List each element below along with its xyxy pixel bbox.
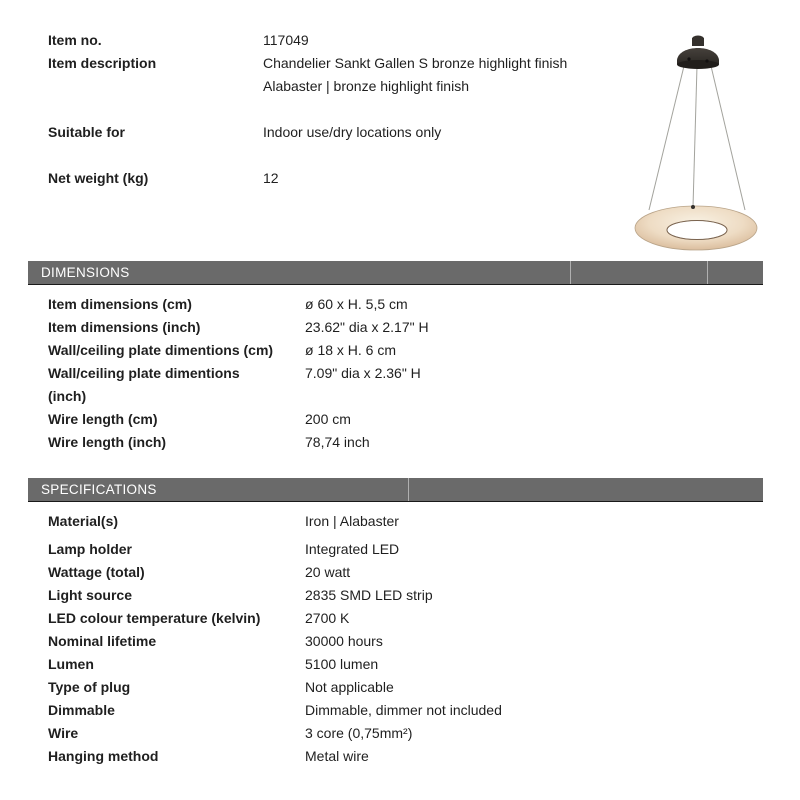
specification-row: [48, 699, 763, 722]
dimension-row-label: Wire length (cm): [48, 411, 158, 427]
dimension-row-value: ø 60 x H. 5,5 cm: [305, 296, 408, 312]
dimension-row-value: 7.09" dia x 2.36" H: [305, 365, 421, 381]
specification-row-label: Type of plug: [48, 679, 131, 695]
info-row: [48, 29, 648, 52]
info-row: [48, 52, 648, 98]
specification-row-label: Dimmable: [48, 702, 115, 718]
header-bar-divider: [408, 478, 409, 501]
specification-row-value: Iron | Alabaster: [305, 513, 399, 529]
dimension-row-value: 200 cm: [305, 411, 351, 427]
dimension-row-value: ø 18 x H. 6 cm: [305, 342, 397, 358]
canopy: [677, 36, 719, 70]
specification-row-label: Lamp holder: [48, 541, 133, 557]
dimension-row: [48, 316, 763, 339]
specification-row: [48, 607, 763, 630]
chandelier-image: [618, 22, 782, 257]
specification-row-value: Not applicable: [305, 679, 394, 695]
info-row-value: Chandelier Sankt Gallen S bronze highlight finish Alabaster | bronze highlight finish: [263, 55, 568, 94]
dimensions-section-header: [28, 261, 763, 285]
dimension-row-label: Wall/ceiling plate dimentions (cm): [48, 342, 274, 358]
info-row-value: 117049: [263, 32, 309, 48]
specification-row: [48, 538, 763, 561]
specification-row-label: Wattage (total): [48, 564, 145, 580]
specifications-header-label: SPECIFICATIONS: [41, 482, 157, 497]
light-ring: [635, 205, 757, 250]
specification-row: [48, 722, 763, 745]
specification-row-label: Material(s): [48, 513, 119, 529]
dimension-row-label: Item dimensions (cm): [48, 296, 192, 312]
info-row: [48, 121, 648, 144]
suspension-wires: [649, 66, 745, 210]
dimension-row-value: 78,74 inch: [305, 434, 370, 450]
specification-row-value: 30000 hours: [305, 633, 383, 649]
dimension-row-value: 23.62" dia x 2.17" H: [305, 319, 429, 335]
dimension-row-label: Wire length (inch): [48, 434, 167, 450]
dimension-row: [48, 408, 763, 431]
specification-row-value: 2700 K: [305, 610, 350, 626]
dimension-row-label: Item dimensions (inch): [48, 319, 201, 335]
specification-row-value: Dimmable, dimmer not included: [305, 702, 502, 718]
product-info-section: [48, 29, 648, 190]
specification-row-value: Integrated LED: [305, 541, 400, 557]
specification-row-label: Wire: [48, 725, 79, 741]
specification-row-value: 2835 SMD LED strip: [305, 587, 433, 603]
dimension-row: [48, 431, 763, 454]
header-bar-divider: [570, 261, 571, 284]
header-bar-divider: [707, 261, 708, 284]
specifications-section: [48, 510, 763, 768]
specification-row: [48, 510, 763, 533]
specification-row: [48, 561, 763, 584]
info-row-label: Item no.: [48, 32, 102, 48]
specification-row-label: Lumen: [48, 656, 94, 672]
info-row-value: Indoor use/dry locations only: [263, 124, 442, 140]
dimension-row: [48, 362, 763, 408]
specification-row: [48, 630, 763, 653]
info-row-label: Item description: [48, 55, 157, 71]
specification-row-value: 3 core (0,75mm²): [305, 725, 413, 741]
info-row-value: 12: [263, 170, 279, 186]
dimension-row: [48, 339, 763, 362]
info-row-label: Suitable for: [48, 124, 126, 140]
dimension-row: [48, 293, 763, 316]
wire-connector-dot: [691, 205, 695, 209]
info-row-label: Net weight (kg): [48, 170, 149, 186]
specification-row: [48, 653, 763, 676]
dimensions-section: [48, 293, 763, 454]
info-row: [48, 167, 648, 190]
specification-row-value: 5100 lumen: [305, 656, 379, 672]
specification-row-label: Nominal lifetime: [48, 633, 157, 649]
specification-row: [48, 676, 763, 699]
specification-row-label: Light source: [48, 587, 133, 603]
dimensions-header-label: DIMENSIONS: [41, 265, 130, 280]
specification-row-value: 20 watt: [305, 564, 351, 580]
specification-row: [48, 584, 763, 607]
dimension-row-label: Wall/ceiling plate dimentions (inch): [48, 365, 240, 404]
specification-row-label: Hanging method: [48, 748, 159, 764]
specification-row-value: Metal wire: [305, 748, 369, 764]
specification-row-label: LED colour temperature (kelvin): [48, 610, 261, 626]
specifications-section-header: [28, 478, 763, 502]
specification-row: [48, 745, 763, 768]
